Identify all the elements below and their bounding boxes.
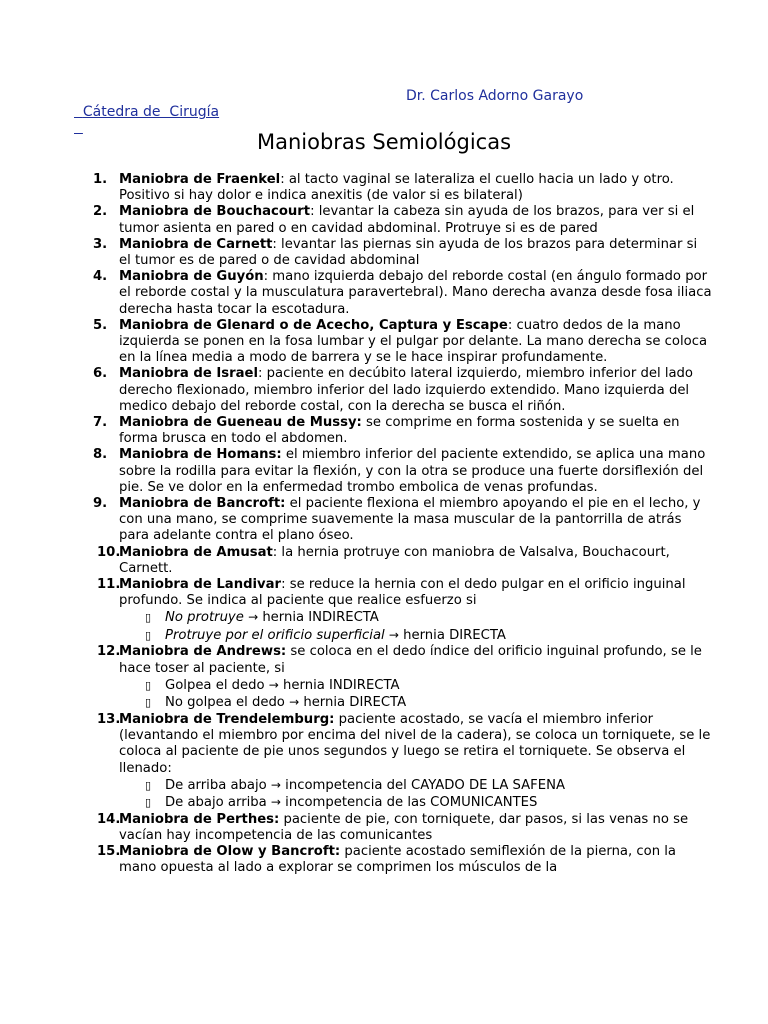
right-arrow-icon: →: [388, 627, 399, 642]
maneuver-list: [93, 172, 713, 877]
maneuver-description: el paciente flexiona el miembro apoyando el pie en el lecho, y con una mano, se comprime suavemente la masa muscular de la pantorrilla de atrás para adelante contra el plano óseo.: [119, 496, 701, 544]
maneuver-name: Maniobra de Gueneau de Mussy:: [119, 415, 362, 431]
sub-list-item: [119, 794, 713, 812]
condition-text: Golpea el dedo: [165, 677, 269, 693]
list-item: [93, 577, 713, 644]
condition-text: Protruye por el orificio superficial: [165, 627, 385, 643]
item-number: 14.: [97, 811, 121, 827]
list-item: [93, 496, 713, 545]
item-number: 6.: [93, 366, 108, 382]
maneuver-description: : se reduce la hernia con el dedo pulgar en el orificio inguinal profundo. Se indica al paciente que realice esfuerzo si: [119, 577, 686, 609]
list-item: [93, 366, 713, 415]
placeholder-glyph-icon: ▯: [145, 778, 152, 792]
placeholder-glyph-icon: ▯: [145, 611, 152, 625]
item-number: 9.: [93, 496, 108, 512]
sub-list: [119, 609, 713, 644]
maneuver-description: paciente de pie, con torniquete, dar pasos, si las venas no se vacían hay incompetencia de las comunicantes: [119, 811, 689, 843]
maneuver-description: : paciente en decúbito lateral izquierdo, miembro inferior del lado derecho flexionado, miembro inferior del lado izquierdo extendido. Mano izquierda del medico debajo del reborde costal, con la derecha se busca el riñón.: [119, 366, 693, 414]
maneuver-name: Maniobra de Landivar: [119, 577, 282, 593]
result-text: incompetencia del CAYADO DE LA SAFENA: [280, 777, 565, 793]
list-item: [93, 269, 713, 318]
maneuver-name: Maniobra de Fraenkel: [119, 172, 281, 187]
result-text: hernia INDIRECTA: [278, 677, 400, 693]
list-item: [93, 545, 713, 577]
maneuver-description: se coloca en el dedo índice del orificio inguinal profundo, se le hace toser al paciente, si: [119, 644, 702, 676]
maneuver-name: Maniobra de Bouchacourt: [119, 204, 311, 220]
document-header: [74, 88, 622, 136]
list-item: [93, 237, 713, 269]
item-number: 2.: [93, 204, 108, 220]
right-arrow-icon: →: [270, 795, 281, 810]
item-number: 13.: [97, 711, 121, 727]
maneuver-name: Maniobra de Bancroft:: [119, 496, 286, 512]
maneuver-name: Maniobra de Homans:: [119, 447, 282, 463]
maneuver-description: : la hernia protruye con maniobra de Valsalva, Bouchacourt, Carnett.: [119, 544, 670, 576]
maneuver-description: paciente acostado semiflexión de la pierna, con la mano opuesta al lado a explorar se comprimen los músculos de la: [119, 844, 677, 876]
maneuver-description: paciente acostado, se vacía el miembro inferior (levantando el miembro por encima del nivel de la cadera), se coloca un torniquete, se le coloca al paciente de pie unos segundos y luego se retira el torniquete. Se observa el llenado:: [119, 711, 711, 776]
placeholder-glyph-icon: ▯: [145, 628, 152, 642]
item-number: 8.: [93, 447, 108, 463]
result-text: hernia DIRECTA: [299, 695, 407, 711]
item-number: 10.: [97, 544, 121, 560]
header-chair: Cátedra de Cirugía: [82, 104, 220, 120]
placeholder-glyph-icon: ▯: [145, 796, 152, 810]
maneuver-name: Maniobra de Guyón: [119, 269, 264, 285]
condition-text: De abajo arriba: [165, 795, 271, 811]
sub-list-item: [119, 677, 713, 695]
condition-text: No golpea el dedo: [165, 695, 290, 711]
maneuver-description: el miembro inferior del paciente extendido, se aplica una mano sobre la rodilla para evitar la flexión, y con la otra se produce una fuerte dorsiflexión del pie. Se ve dolor en la enfermedad trombo embolica de venas profundas.: [119, 447, 706, 495]
maneuver-description: : cuatro dedos de la mano izquierda se ponen en la fosa lumbar y el pulgar por delante. La mano derecha se coloca en la línea media a modo de barrera y se le hace inspirar profundamente.: [119, 317, 708, 366]
maneuver-name: Maniobra de Perthes:: [119, 811, 280, 827]
list-item: [93, 204, 713, 236]
item-number: 3.: [93, 236, 108, 252]
condition-text: No protruye: [165, 610, 244, 626]
item-number: 11.: [97, 577, 121, 593]
list-item: [93, 415, 713, 447]
list-item: [93, 844, 713, 876]
item-number: 1.: [93, 172, 108, 187]
list-item: [93, 318, 713, 367]
maneuver-description: : levantar la cabeza sin ayuda de los brazos, para ver si el tumor asienta en pared o en cavidad abdominal. Protruye si es de pared: [119, 204, 695, 236]
sub-list-item: [119, 694, 713, 712]
right-arrow-icon: →: [289, 695, 300, 710]
placeholder-glyph-icon: ▯: [145, 696, 152, 710]
condition-text: De arriba abajo: [165, 777, 271, 793]
result-text: hernia DIRECTA: [398, 627, 506, 643]
header-author: Dr. Carlos Adorno Garayo: [406, 88, 584, 104]
list-item: [93, 447, 713, 496]
maneuver-name: Maniobra de Glenard o de Acecho, Captura y Escape: [119, 317, 508, 333]
maneuver-name: Maniobra de Israel: [119, 366, 259, 382]
sub-list-item: [119, 627, 713, 645]
list-item: [93, 712, 713, 812]
right-arrow-icon: →: [268, 677, 279, 692]
sub-list-item: [119, 609, 713, 627]
list-item: [93, 172, 713, 204]
maneuver-name: Maniobra de Amusat: [119, 544, 273, 560]
right-arrow-icon: →: [248, 610, 259, 625]
sub-list: [119, 777, 713, 812]
maneuver-description: : levantar las piernas sin ayuda de los brazos para determinar si el tumor es de pared o de cavidad abdominal: [119, 236, 698, 269]
list-item: [93, 644, 713, 711]
right-arrow-icon: →: [270, 777, 281, 792]
placeholder-glyph-icon: ▯: [145, 678, 152, 692]
item-number: 12.: [97, 644, 121, 660]
maneuver-name: Maniobra de Carnett: [119, 236, 273, 252]
maneuver-description: se comprime en forma sostenida y se suelta en forma brusca en todo el abdomen.: [119, 415, 680, 447]
item-number: 4.: [93, 269, 108, 285]
list-item: [93, 812, 713, 844]
maneuver-description: : mano izquierda debajo del reborde costal (en ángulo formado por el reborde costal y la musculatura paravertebral). Mano derecha avanza desde fosa iliaca derecha hasta tocar la escotadura.: [119, 269, 712, 317]
sub-list: [119, 677, 713, 712]
maneuver-name: Maniobra de Andrews:: [119, 644, 287, 660]
result-text: hernia INDIRECTA: [258, 610, 379, 626]
sub-list-item: [119, 777, 713, 795]
page-title: Maniobras Semiológicas: [256, 130, 512, 154]
maneuver-description: : al tacto vaginal se lateraliza el cuello hacia un lado y otro. Positivo si hay dolor e indica anexitis (de valor si es bilateral): [119, 172, 674, 204]
result-text: incompetencia de las COMUNICANTES: [280, 795, 538, 811]
item-number: 5.: [93, 317, 108, 333]
item-number: 15.: [97, 844, 121, 860]
maneuver-name: Maniobra de Olow y Bancroft:: [119, 844, 341, 860]
maneuver-name: Maniobra de Trendelemburg:: [119, 711, 335, 727]
item-number: 7.: [93, 415, 108, 431]
